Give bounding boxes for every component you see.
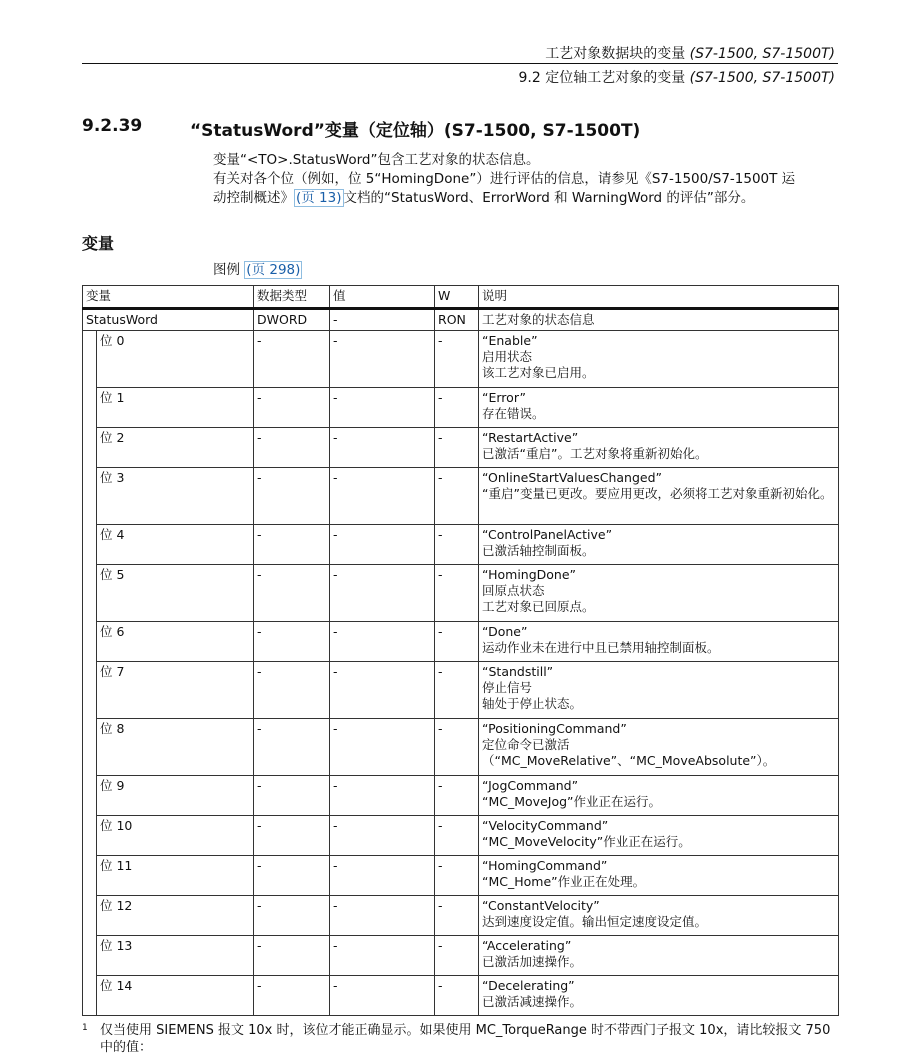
cell-description: [479, 565, 839, 622]
table-row: [83, 719, 839, 776]
intro-line-1: 变量“<TO>.StatusWord”包含工艺对象的状态信息。: [213, 152, 540, 168]
cell-variable: StatusWord: [83, 309, 254, 331]
description-line: 已激活减速操作。: [482, 994, 583, 1009]
header-value: 值: [330, 286, 435, 309]
description-line: 停止信号: [482, 680, 533, 695]
header-w: W: [435, 286, 479, 309]
cell-bit: 位 0: [97, 331, 254, 388]
row-indent: [83, 331, 97, 388]
cell-datatype: -: [254, 331, 330, 388]
description-line: 运动作业未在进行中且已禁用轴控制面板。: [482, 640, 720, 655]
running-header-chapter: 工艺对象数据块的变量 (S7-1500, S7-1500T): [545, 46, 835, 62]
cell-w: -: [435, 896, 479, 936]
row-indent: [83, 719, 97, 776]
row-indent: [83, 896, 97, 936]
cell-value: -: [330, 719, 435, 776]
cell-bit: 位 8: [97, 719, 254, 776]
cell-description: [479, 719, 839, 776]
row-indent: [83, 776, 97, 816]
table-row: [83, 331, 839, 388]
intro-line-3: 动控制概述》 (页 13) 文档的“StatusWord、ErrorWord 和 WarningWord 的评估”部分。: [213, 190, 755, 206]
cell-bit: 位 3: [97, 468, 254, 525]
description-line: 定位命令已激活: [482, 737, 570, 752]
cell-description: [479, 776, 839, 816]
table-row: [83, 428, 839, 468]
description-line: “Decelerating”: [482, 978, 575, 993]
cell-datatype: -: [254, 719, 330, 776]
description-line: “MC_MoveVelocity”作业正在运行。: [482, 834, 691, 849]
footnote-text: 仅当使用 SIEMENS 报文 10x 时，该位才能正确显示。如果使用 MC_TorqueRange 时不带西门子报文 10x，请比较报文 750 中的值：: [100, 1023, 831, 1055]
cell-datatype: DWORD: [254, 309, 330, 331]
cell-bit: 位 10: [97, 816, 254, 856]
cell-value: -: [330, 388, 435, 428]
cell-w: -: [435, 428, 479, 468]
page-ref-link[interactable]: (页 13): [296, 190, 342, 206]
cell-bit: 位 7: [97, 662, 254, 719]
table-row: [83, 388, 839, 428]
header-divider: [82, 63, 838, 64]
cell-datatype: -: [254, 976, 330, 1016]
description-line: “ConstantVelocity”: [482, 898, 600, 913]
running-header-section: 9.2 定位轴工艺对象的变量 (S7-1500, S7-1500T): [518, 70, 835, 86]
cell-value: -: [330, 622, 435, 662]
cell-description: [479, 388, 839, 428]
row-indent: [83, 622, 97, 662]
legend-line: 图例 (页 298): [213, 262, 301, 278]
cell-datatype: -: [254, 388, 330, 428]
row-indent: [83, 525, 97, 565]
cell-value: -: [330, 976, 435, 1016]
description-line: 存在错误。: [482, 406, 545, 421]
cell-w: RON: [435, 309, 479, 331]
cell-bit: 位 1: [97, 388, 254, 428]
cell-w: -: [435, 388, 479, 428]
description-line: “重启”变量已更改。要应用更改，必须将工艺对象重新初始化。: [482, 486, 833, 501]
description-line: 轴处于停止状态。: [482, 696, 583, 711]
cell-datatype: -: [254, 896, 330, 936]
cell-value: -: [330, 776, 435, 816]
cell-w: -: [435, 468, 479, 525]
cell-value: -: [330, 468, 435, 525]
cell-description: [479, 816, 839, 856]
table-row: [83, 896, 839, 936]
cell-bit: 位 2: [97, 428, 254, 468]
table-row: [83, 468, 839, 525]
table-row-statusword: [83, 309, 839, 331]
table-row: [83, 856, 839, 896]
variables-table: [82, 285, 839, 1016]
description-line: “HomingDone”: [482, 567, 577, 582]
cell-datatype: -: [254, 525, 330, 565]
table-row: [83, 622, 839, 662]
description-line: “Standstill”: [482, 664, 554, 679]
row-indent: [83, 468, 97, 525]
table-row: [83, 662, 839, 719]
description-line: “Done”: [482, 624, 528, 639]
description-line: 工艺对象已回原点。: [482, 599, 595, 614]
legend-page-link[interactable]: (页 298): [246, 262, 301, 278]
cell-value: -: [330, 856, 435, 896]
cell-bit: 位 14: [97, 976, 254, 1016]
intro-line-2: 有关对各个位（例如，位 5“HomingDone”）进行评估的信息，请参见《S7-1500/S7-1500T 运: [213, 171, 796, 187]
cell-bit: 位 13: [97, 936, 254, 976]
cell-value: -: [330, 896, 435, 936]
cell-description: [479, 468, 839, 525]
cell-w: -: [435, 565, 479, 622]
description-line: （“MC_MoveRelative”、“MC_MoveAbsolute”）。: [482, 753, 776, 768]
cell-datatype: -: [254, 468, 330, 525]
description-line: 该工艺对象已启用。: [482, 365, 595, 380]
cell-datatype: -: [254, 565, 330, 622]
row-indent: [83, 976, 97, 1016]
table-row: [83, 936, 839, 976]
cell-description: [479, 622, 839, 662]
cell-value: -: [330, 525, 435, 565]
cell-bit: 位 9: [97, 776, 254, 816]
cell-w: -: [435, 816, 479, 856]
description-line: “JogCommand”: [482, 778, 579, 793]
cell-value: -: [330, 331, 435, 388]
cell-value: -: [330, 428, 435, 468]
row-indent: [83, 565, 97, 622]
description-line: “PositioningCommand”: [482, 721, 627, 736]
description-line: 达到速度设定值。输出恒定速度设定值。: [482, 914, 708, 929]
row-indent: [83, 936, 97, 976]
row-indent: [83, 388, 97, 428]
cell-w: -: [435, 936, 479, 976]
row-indent: [83, 816, 97, 856]
description-line: 回原点状态: [482, 583, 545, 598]
cell-datatype: -: [254, 428, 330, 468]
cell-w: -: [435, 622, 479, 662]
cell-datatype: -: [254, 856, 330, 896]
cell-w: -: [435, 976, 479, 1016]
description-line: “RestartActive”: [482, 430, 579, 445]
cell-description: [479, 662, 839, 719]
table-header-row: [83, 286, 839, 309]
row-indent: [83, 856, 97, 896]
header-description: 说明: [479, 286, 839, 309]
table-row: [83, 776, 839, 816]
description-line: 已激活加速操作。: [482, 954, 583, 969]
cell-datatype: -: [254, 622, 330, 662]
cell-datatype: -: [254, 776, 330, 816]
description-line: “OnlineStartValuesChanged”: [482, 470, 663, 485]
table-row: [83, 976, 839, 1016]
cell-value: -: [330, 936, 435, 976]
cell-datatype: -: [254, 816, 330, 856]
cell-description: [479, 976, 839, 1016]
description-line: “HomingCommand”: [482, 858, 608, 873]
description-line: 启用状态: [482, 349, 533, 364]
cell-value: -: [330, 565, 435, 622]
cell-value: -: [330, 309, 435, 331]
description-line: 已激活轴控制面板。: [482, 543, 595, 558]
cell-datatype: -: [254, 936, 330, 976]
cell-description: [479, 856, 839, 896]
variables-subheading: 变量: [82, 234, 115, 253]
row-indent: [83, 428, 97, 468]
cell-bit: 位 11: [97, 856, 254, 896]
cell-w: -: [435, 856, 479, 896]
cell-description: [479, 896, 839, 936]
cell-bit: 位 5: [97, 565, 254, 622]
footnote-marker: 1: [82, 1023, 88, 1033]
table-row: [83, 525, 839, 565]
cell-bit: 位 4: [97, 525, 254, 565]
cell-w: -: [435, 662, 479, 719]
cell-w: -: [435, 776, 479, 816]
description-line: “MC_Home”作业正在处理。: [482, 874, 646, 889]
description-line: “Accelerating”: [482, 938, 572, 953]
description-line: “Enable”: [482, 333, 538, 348]
section-title: “StatusWord”变量（定位轴）(S7-1500, S7-1500T): [190, 121, 641, 141]
description-line: “Error”: [482, 390, 526, 405]
cell-value: -: [330, 816, 435, 856]
cell-bit: 位 12: [97, 896, 254, 936]
cell-datatype: -: [254, 662, 330, 719]
description-line: 已激活“重启”。工艺对象将重新初始化。: [482, 446, 708, 461]
cell-description: 工艺对象的状态信息: [479, 309, 839, 331]
section-number: 9.2.39: [82, 116, 143, 136]
table-row: [83, 816, 839, 856]
cell-description: [479, 525, 839, 565]
cell-bit: 位 6: [97, 622, 254, 662]
cell-description: [479, 936, 839, 976]
cell-description: [479, 428, 839, 468]
description-line: “MC_MoveJog”作业正在运行。: [482, 794, 662, 809]
header-variable: 变量: [83, 286, 254, 309]
cell-w: -: [435, 331, 479, 388]
cell-w: -: [435, 719, 479, 776]
description-line: “ControlPanelActive”: [482, 527, 613, 542]
row-indent: [83, 662, 97, 719]
description-line: “VelocityCommand”: [482, 818, 609, 833]
cell-w: -: [435, 525, 479, 565]
cell-value: -: [330, 662, 435, 719]
header-datatype: 数据类型: [254, 286, 330, 309]
table-row: [83, 565, 839, 622]
cell-description: [479, 331, 839, 388]
